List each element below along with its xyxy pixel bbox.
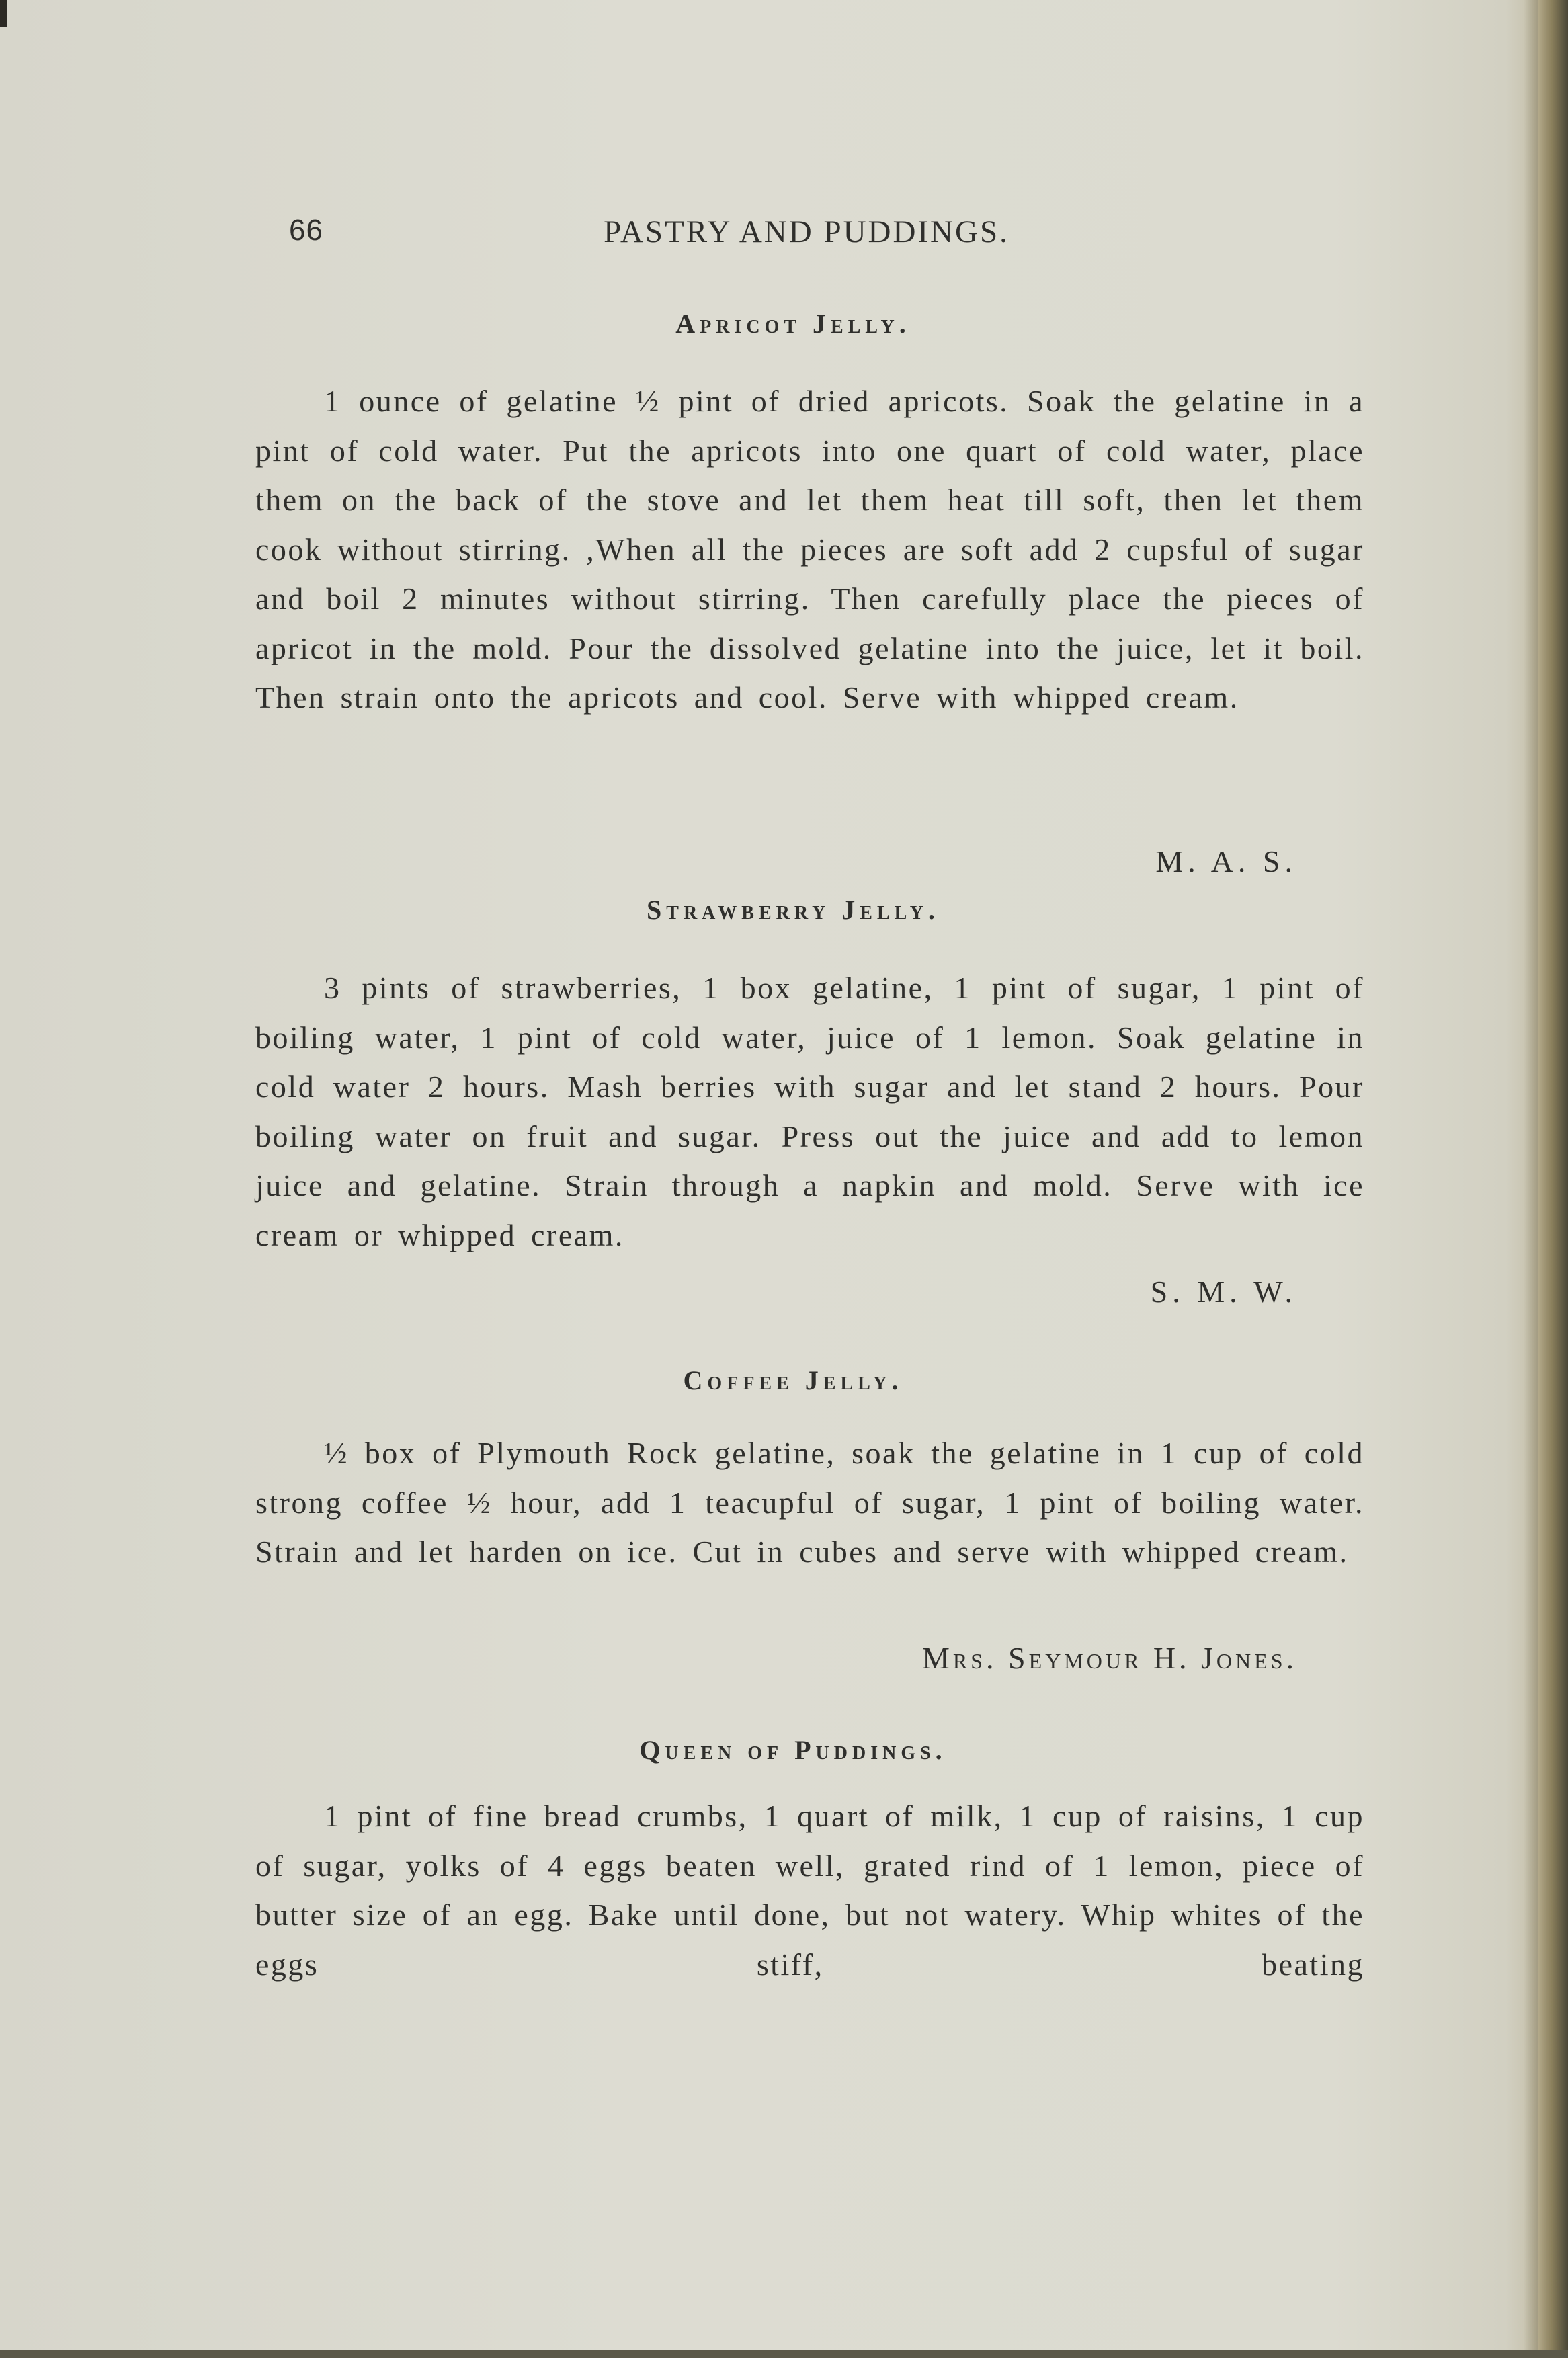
book-edge (1538, 0, 1568, 2358)
binding-shadow (1524, 0, 1538, 2358)
recipe-author-coffee-jelly: Mrs. Seymour H. Jones. (922, 1641, 1297, 1675)
page-number: 66 (289, 214, 323, 247)
running-title: PASTRY AND PUDDINGS. (604, 214, 1009, 249)
page-corner-shadow (0, 0, 7, 27)
recipe-title-queen-of-puddings: Queen of Puddings. (639, 1735, 947, 1765)
recipe-title-apricot-jelly: Apricot Jelly. (675, 309, 911, 339)
recipe-author-apricot-jelly: M. A. S. (1155, 844, 1297, 879)
bottom-edge (0, 2350, 1568, 2358)
recipe-author-strawberry-jelly: S. M. W. (1150, 1274, 1297, 1309)
recipe-body-coffee-jelly: ½ box of Plymouth Rock gelatine, soak the gelatine in 1 cup of cold strong coffee ½ hour, add 1 teacupful of sugar, 1 pint of boiling water. Strain and let harden on ice. Cut in cubes and serve with whipped cream. (255, 1436, 1364, 1569)
recipe-title-strawberry-jelly: Strawberry Jelly. (647, 895, 940, 925)
recipe-title-coffee-jelly: Coffee Jelly. (683, 1365, 903, 1395)
recipe-body-queen-of-puddings: 1 pint of fine bread crumbs, 1 quart of milk, 1 cup of raisins, 1 cup of sugar, yolks of 4 eggs beaten well, grated rind of 1 lemon, piece of butter size of an egg. Bake until done, but not watery. Whip whites of the eggs stiff, beating (255, 1799, 1364, 1982)
page-header (289, 214, 1324, 261)
recipe-body-strawberry-jelly: 3 pints of strawberries, 1 box gelatine, 1 pint of sugar, 1 pint of boiling water, 1 pint of cold water, juice of 1 lemon. Soak gelatine in cold water 2 hours. Mash berries with sugar and let stand 2 hours. Pour boiling water on fruit and sugar. Press out the juice and add to lemon juice and gelatine. Strain through a napkin and mold. Serve with ice cream or whipped cream. (255, 971, 1364, 1252)
recipe-body-apricot-jelly: 1 ounce of gelatine ½ pint of dried apricots. Soak the gelatine in a pint of cold water. Put the apricots into one quart of cold water, place them on the back of the stove and let them heat till soft, then let them cook without stirring. ,When all the pieces are soft add 2 cupsful of sugar and boil 2 minutes without stirring. Then carefully place the pieces of apricot in the mold. Pour the dissolved gelatine into the juice, let it boil. Then strain onto the apricots and cool. Serve with whipped cream. (255, 384, 1364, 715)
